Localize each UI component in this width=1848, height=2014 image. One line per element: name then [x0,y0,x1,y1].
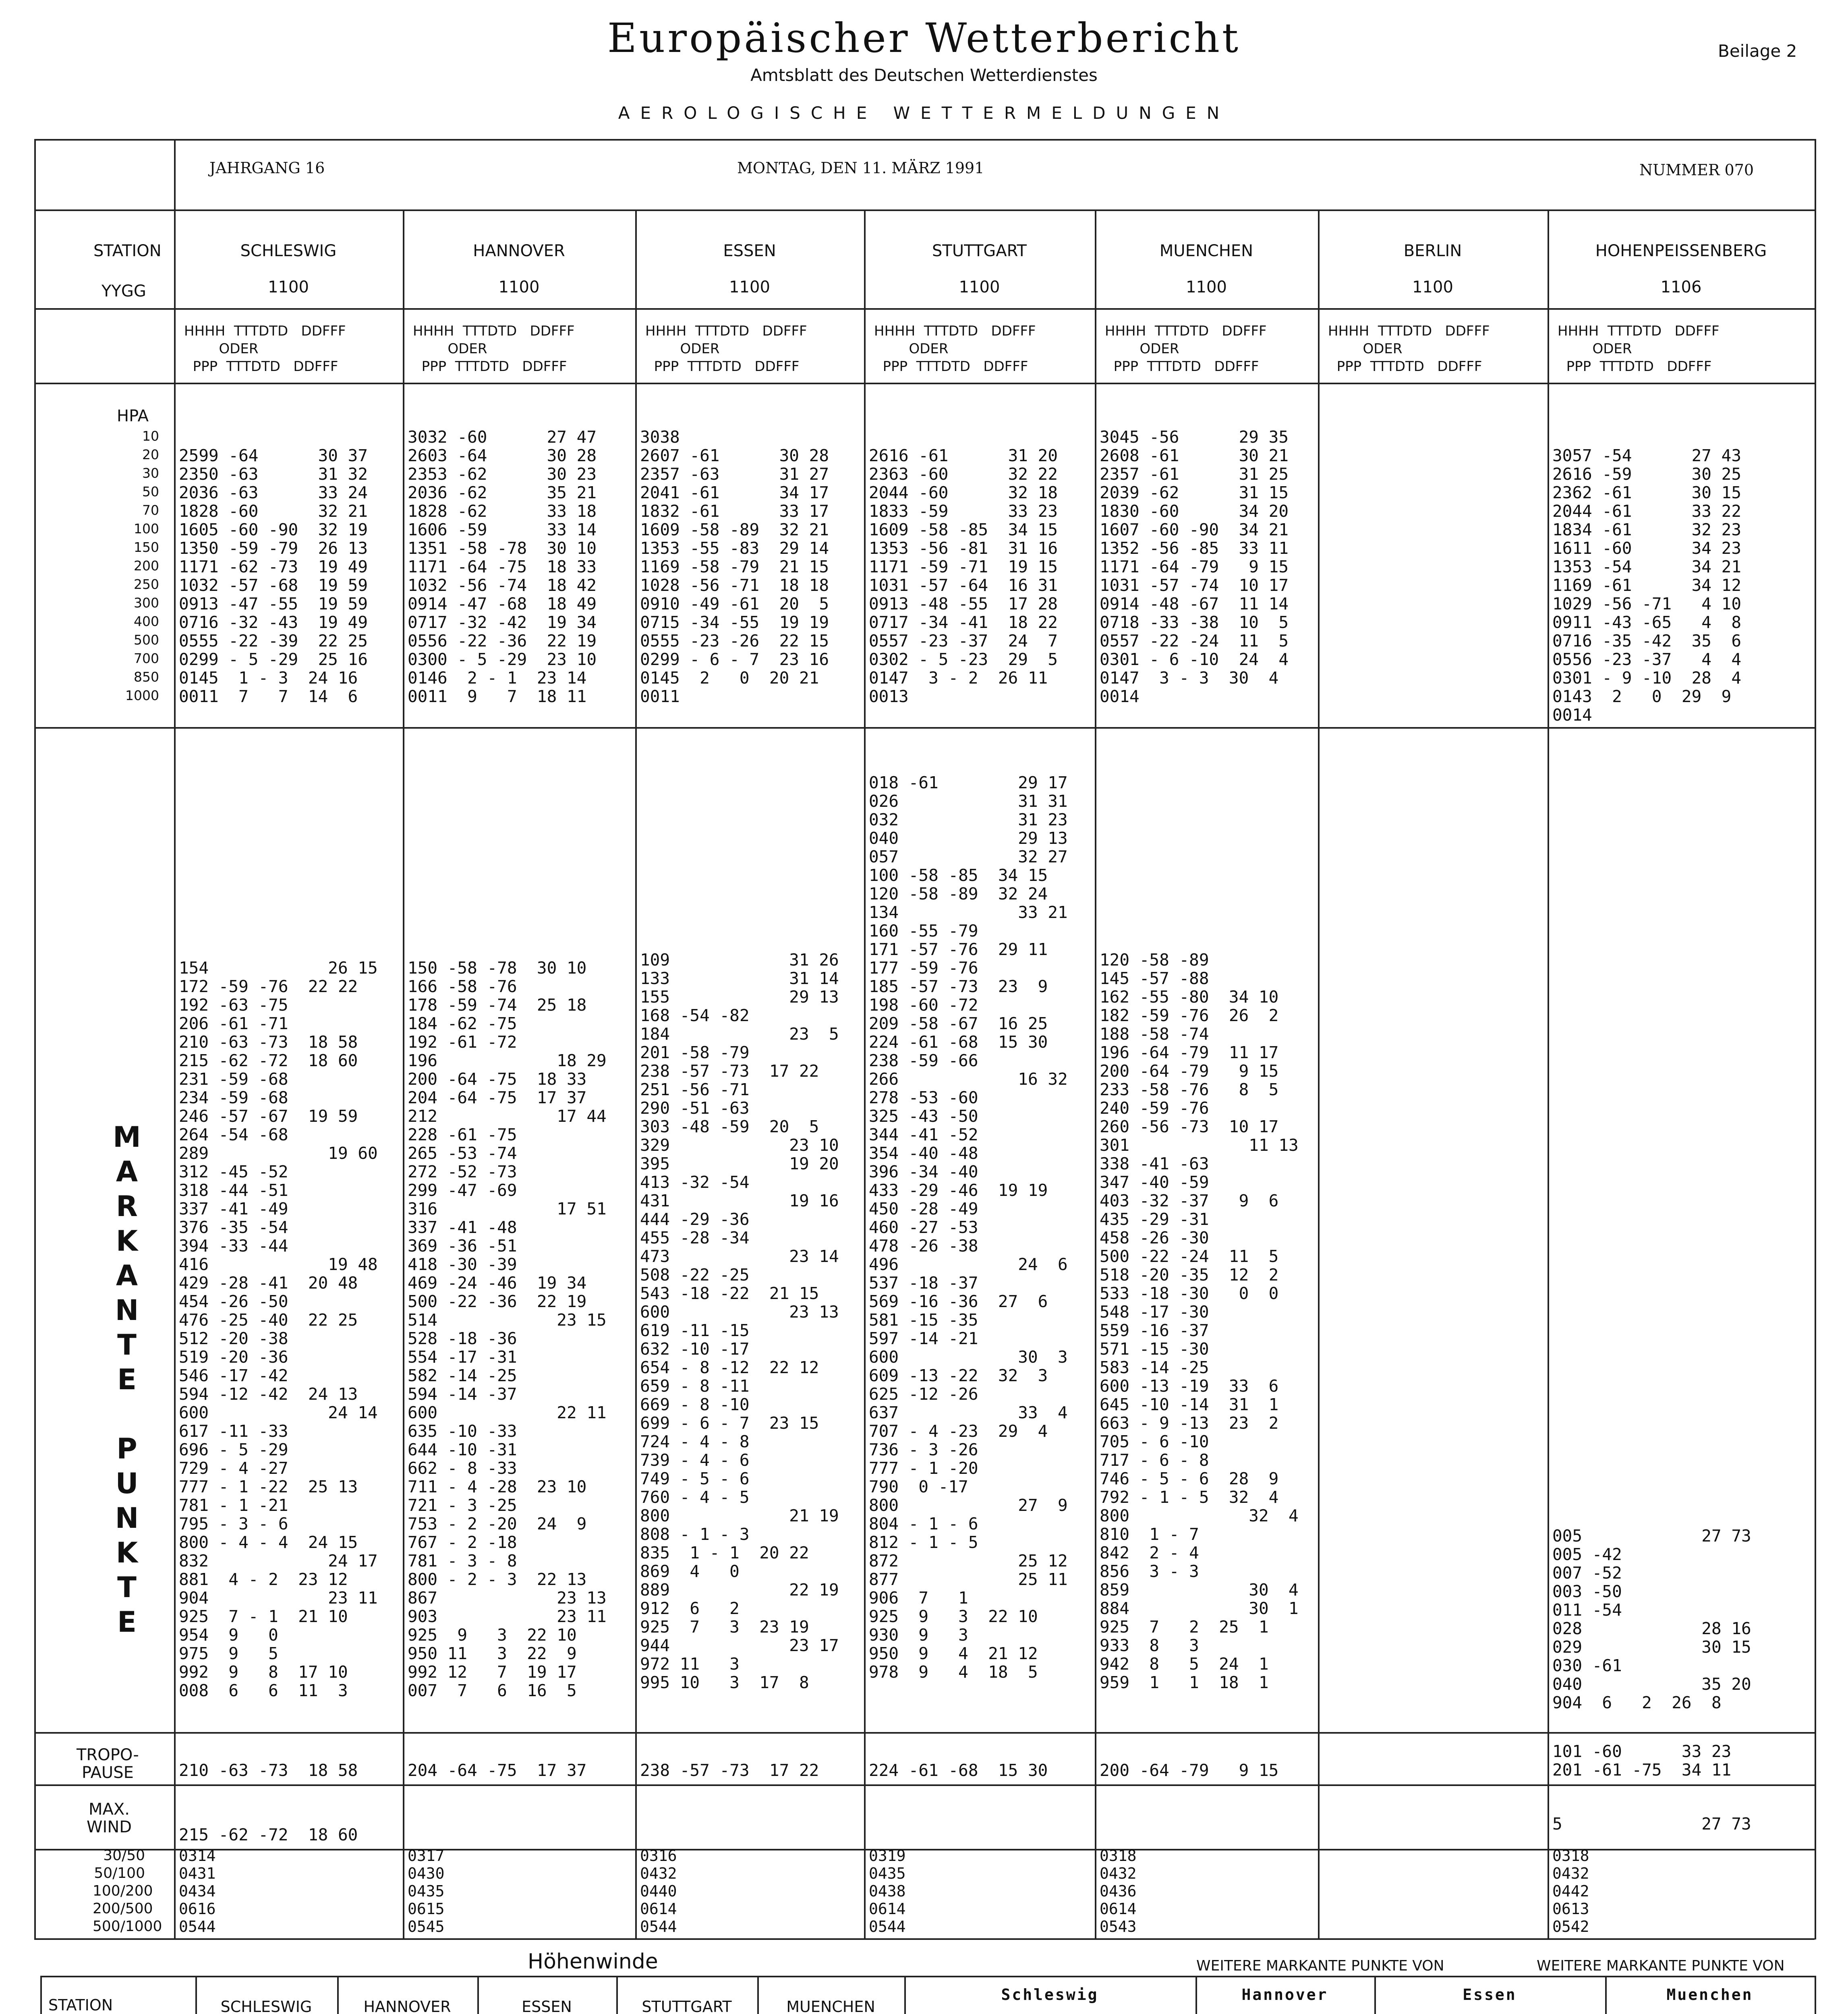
maxwind-values: 215 -62 -72 18 60 [179,1825,358,1844]
tropopause-values: 224 -61 -68 15 30 [869,1761,1048,1780]
markante-letter: A [116,1259,138,1292]
layer-thickness: 0316 0432 0440 0614 0544 [640,1847,677,1935]
markante-letter: T [117,1571,137,1604]
station-name: HOHENPEISSENBERG [1595,242,1767,260]
markante-punkte: 109 31 26 133 31 14 155 29 13 168 -54 -82 184 23 5 201 -58 -79 238 -57 -73 17 22 251 -56 -71 290 -51 -63 303 -48 -59 20 5 329 23 10 395 19 20 413 -32 -54 431 19 16 444 -29 -36 455 -28 -34 473 23 14 508 -22 -25 543 -18 -22 21 15 600 23 13 619 -11 -15 632 -10 -17 654 - 8 -12 22 12 659 - 8 -11 669 - 8 -10 699 - 6 - 7 23 15 724 - 4 - 8 739 - 4 - 6 749 - 5 - 6 760 - 4 - 5 800 21 19 808 - 1 - 3 835 1 - 1 20 22 869 4 0 889 22 19 912 6 2 925 7 3 23 19 944 23 17 972 11 3 995 10 3 17 8 [640,950,839,1692]
layer-thickness: 0318 0432 0442 0613 0542 [1552,1847,1589,1935]
markante-letter: A [116,1155,138,1188]
column-header: HHHH TTTDTD DDFFF ODER PPP TTTDTD DDFFF [413,323,575,375]
page-subtitle: Amtsblatt des Deutschen Wetterdienstes [750,65,1098,85]
station-name: SCHLESWIG [240,242,337,260]
station-yygg: 1100 [268,278,309,296]
standard-levels: 3045 -56 29 35 2608 -61 30 21 2357 -61 31 25 2039 -62 31 15 1830 -60 34 20 1607 -60 -90 34 21 1352 -56 -85 33 11 1171 -64 -79 9 15 1031 -57 -74 10 17 0914 -48 -67 11 14 0718 -33 -38 10 5 0557 -22 -24 11 5 0301 - 6 -10 24 4 0147 3 - 3 30 4 0014 [1100,427,1289,706]
tropopause-values: 210 -63 -73 18 58 [179,1761,358,1780]
column-header: HHHH TTTDTD DDFFF ODER PPP TTTDTD DDFFF [184,323,346,375]
beilage-label: Beilage 2 [1718,41,1797,61]
markante-letter [103,1397,151,1432]
standard-levels: 3057 -54 27 43 2616 -59 30 25 2362 -61 30 15 2044 -61 33 22 1834 -61 32 23 1611 -60 34 23 1353 -54 34 21 1169 -61 34 12 1029 -56 -71 4 10 0911 -43 -65 4 8 0716 -35 -42 35 6 0556 -23 -37 4 4 0301 - 9 -10 28 4 0143 2 0 29 9 0014 [1552,446,1741,725]
hpa-label: HPA [117,407,149,425]
column-header: HHHH TTTDTD DDFFF ODER PPP TTTDTD DDFFF [1105,323,1267,375]
markante-letter: K [116,1536,138,1569]
station-name: HANNOVER [473,242,565,260]
column-divider [635,209,637,1939]
station-label: STATION [93,242,162,260]
column-header: HHHH TTTDTD DDFFF ODER PPP TTTDTD DDFFF [874,323,1036,375]
markante-letter: U [115,1467,139,1500]
column-header: HHHH TTTDTD DDFFF ODER PPP TTTDTD DDFFF [1558,323,1720,375]
nummer: NUMMER 070 [1639,161,1754,179]
markante-letter: E [117,1363,137,1396]
column-header: HHHH TTTDTD DDFFF ODER PPP TTTDTD DDFFF [645,323,807,375]
section-title: AEROLOGISCHE WETTERMELDUNGEN [618,103,1230,123]
markante-punkte: 005 27 73 005 -42 007 -52 003 -50 011 -54 028 28 16 029 30 15 030 -61 040 35 20 904 6 2 26 8 [1552,1526,1751,1712]
markante-letter: N [115,1294,139,1327]
station-name: ESSEN [723,242,776,260]
markante-letter: M [113,1121,141,1154]
station-yygg: 1100 [729,278,770,296]
jahrgang: JAHRGANG 16 [209,159,325,177]
hw-station-name: HANNOVER [363,1998,451,2014]
standard-levels: 2616 -61 31 20 2363 -60 32 22 2044 -60 32 18 1833 -59 33 23 1609 -58 -85 34 15 1353 -56 -81 31 16 1171 -59 -71 19 15 1031 -57 -64 16 31 0913 -48 -55 17 28 0717 -34 -41 18 22 0557 -23 -37 24 7 0302 - 5 -23 29 5 0147 3 - 2 26 11 0013 [869,446,1058,706]
column-divider [1318,209,1320,1939]
tropopause-values: 200 -64 -79 9 15 [1100,1761,1279,1780]
station-name: BERLIN [1403,242,1462,260]
layer-thickness: 0317 0430 0435 0615 0545 [408,1847,445,1935]
weitere-station-name: Essen [1463,1986,1517,2004]
station-name: STUTTGART [932,242,1027,260]
column-divider [864,209,866,1939]
tropopause-values: 238 -57 -73 17 22 [640,1761,819,1780]
layers-label: 30/50 50/100 100/200 200/500 500/1000 [93,1847,162,1935]
station-name: MUENCHEN [1159,242,1253,260]
hpa-levels: 10 20 30 50 70 100 150 200 250 300 400 500 700 850 1000 [125,428,159,703]
markante-punkte: 154 26 15 172 -59 -76 22 22 192 -63 -75 206 -61 -71 210 -63 -73 18 58 215 -62 -72 18 60 231 -59 -68 234 -59 -68 246 -57 -67 19 59 264 -54 -68 289 19 60 312 -45 -52 318 -44 -51 337 -41 -49 376 -35 -54 394 -33 -44 416 19 48 429 -28 -41 20 48 454 -26 -50 476 -25 -40 22 25 512 -20 -38 519 -20 -36 546 -17 -42 594 -12 -42 24 13 600 24 14 617 -11 -33 696 - 5 -29 729 - 4 -27 777 - 1 -22 25 13 781 - 1 -21 795 - 3 - 6 800 - 4 - 4 24 15 832 24 17 881 4 - 2 23 12 904 23 11 925 7 - 1 21 10 954 9 0 975 9 5 992 9 8 17 10 008 6 6 11 3 [179,958,378,1700]
markante-letter: E [117,1606,137,1639]
markante-punkte-label [103,1120,151,1639]
tropopause-values: 101 -60 33 23 201 -61 -75 34 11 [1552,1742,1732,1780]
weitere-station-name: Hannover [1241,1986,1328,2004]
maxwind-values: 5 27 73 [1552,1814,1751,1834]
layer-thickness: 0314 0431 0434 0616 0544 [179,1847,216,1935]
weitere-station-name: Schleswig [1001,1986,1099,2004]
markante-letter: T [117,1328,137,1361]
hw-station-name: STUTTGART [642,1998,732,2014]
yygg-label: YYGG [102,282,146,300]
station-yygg: 1106 [1660,278,1702,296]
column-divider [403,209,404,1939]
hw-station-name: SCHLESWIG [220,1998,312,2014]
weitere-label-left: WEITERE MARKANTE PUNKTE VON [1196,1958,1444,1974]
layer-thickness: 0319 0435 0438 0614 0544 [869,1847,906,1935]
markante-punkte: 120 -58 -89 145 -57 -88 162 -55 -80 34 10 182 -59 -76 26 2 188 -58 -74 196 -64 -79 11 17 200 -64 -79 9 15 233 -58 -76 8 5 240 -59 -76 260 -56 -73 10 17 301 11 13 338 -41 -63 347 -40 -59 403 -32 -37 9 6 435 -29 -31 458 -26 -30 500 -22 -24 11 5 518 -20 -35 12 2 533 -18 -30 0 0 548 -17 -30 559 -16 -37 571 -15 -30 583 -14 -25 600 -13 -19 33 6 645 -10 -14 31 1 663 - 9 -13 23 2 705 - 6 -10 717 - 6 - 8 746 - 5 - 6 28 9 792 - 1 - 5 32 4 800 32 4 810 1 - 7 842 2 - 4 856 3 - 3 859 30 4 884 30 1 925 7 2 25 1 933 8 3 942 8 5 24 1 959 1 1 18 1 [1100,950,1299,1692]
maxwind-label: MAX. WIND [87,1800,132,1836]
markante-letter: R [116,1190,138,1223]
standard-levels: 3038 2607 -61 30 28 2357 -63 31 27 2041 -61 34 17 1832 -61 33 17 1609 -58 -89 32 21 1353 -55 -83 29 14 1169 -58 -79 21 15 1028 -56 -71 18 18 0910 -49 -61 20 5 0715 -34 -55 19 19 0555 -23 -26 22 15 0299 - 6 - 7 23 16 0145 2 0 20 21 0011 [640,427,829,706]
standard-levels: 3032 -60 27 47 2603 -64 30 28 2353 -62 30 23 2036 -62 35 21 1828 -62 33 18 1606 -59 33 14 1351 -58 -78 30 10 1171 -64 -75 18 33 1032 -56 -74 18 42 0914 -47 -68 18 49 0717 -32 -42 19 34 0556 -22 -36 22 19 0300 - 5 -29 23 10 0146 2 - 1 23 14 0011 9 7 18 11 [408,427,597,706]
station-yygg: 1100 [1412,278,1453,296]
station-yygg: 1100 [959,278,1000,296]
hw-station-name: MUENCHEN [786,1998,875,2014]
date: MONTAG, DEN 11. MÄRZ 1991 [737,159,984,177]
hw-station-label: STATION [48,1996,113,2014]
standard-levels: 2599 -64 30 37 2350 -63 31 32 2036 -63 33 24 1828 -60 32 21 1605 -60 -90 32 19 1350 -59 -79 26 13 1171 -62 -73 19 49 1032 -57 -68 19 59 0913 -47 -55 19 59 0716 -32 -43 19 49 0555 -22 -39 22 25 0299 - 5 -29 25 16 0145 1 - 3 24 16 0011 7 7 14 6 [179,446,368,706]
hoehenwinde-title: Höhenwinde [528,1950,658,1974]
page-title: Europäischer Wetterbericht [607,15,1241,62]
column-header: HHHH TTTDTD DDFFF ODER PPP TTTDTD DDFFF [1328,323,1490,375]
layer-thickness: 0318 0432 0436 0614 0543 [1100,1847,1137,1935]
markante-letter: K [116,1225,138,1258]
station-yygg: 1100 [498,278,540,296]
station-yygg: 1100 [1186,278,1227,296]
weitere-station-name: Muenchen [1666,1986,1753,2004]
markante-punkte: 018 -61 29 17 026 31 31 032 31 23 040 29 13 057 32 27 100 -58 -85 34 15 120 -58 -89 32 24 134 33 21 160 -55 -79 171 -57 -76 29 11 177 -59 -76 185 -57 -73 23 9 198 -60 -72 209 -58 -67 16 25 224 -61 -68 15 30 238 -59 -66 266 16 32 278 -53 -60 325 -43 -50 344 -41 -52 354 -40 -48 396 -34 -40 433 -29 -46 19 19 450 -28 -49 460 -27 -53 478 -26 -38 496 24 6 537 -18 -37 569 -16 -36 27 6 581 -15 -35 597 -14 -21 600 30 3 609 -13 -22 32 3 625 -12 -26 637 33 4 707 - 4 -23 29 4 736 - 3 -26 777 - 1 -20 790 0 -17 800 27 9 804 - 1 - 6 812 - 1 - 5 872 25 12 877 25 11 906 7 1 925 9 3 22 10 930 9 3 950 9 4 21 12 978 9 4 18 5 [869,773,1068,1682]
tropopause-values: 204 -64 -75 17 37 [408,1761,587,1780]
markante-letter: N [115,1502,139,1535]
markante-letter: P [116,1432,137,1465]
markante-punkte: 150 -58 -78 30 10 166 -58 -76 178 -59 -74 25 18 184 -62 -75 192 -61 -72 196 18 29 200 -64 -75 18 33 204 -64 -75 17 37 212 17 44 228 -61 -75 265 -53 -74 272 -52 -73 299 -47 -69 316 17 51 337 -41 -48 369 -36 -51 418 -30 -39 469 -24 -46 19 34 500 -22 -36 22 19 514 23 15 528 -18 -36 554 -17 -31 582 -14 -25 594 -14 -37 600 22 11 635 -10 -33 644 -10 -31 662 - 8 -33 711 - 4 -28 23 10 721 - 3 -25 753 - 2 -20 24 9 767 - 2 -18 781 - 3 - 8 800 - 2 - 3 22 13 867 23 13 903 23 11 925 9 3 22 10 950 11 3 22 9 992 12 7 19 17 007 7 6 16 5 [408,958,607,1700]
column-divider [1095,209,1096,1939]
column-divider [1548,209,1549,1939]
weitere-label-right: WEITERE MARKANTE PUNKTE VON [1537,1958,1785,1974]
tropopause-label: TROPO- PAUSE [77,1746,139,1782]
hw-station-name: ESSEN [522,1998,572,2014]
